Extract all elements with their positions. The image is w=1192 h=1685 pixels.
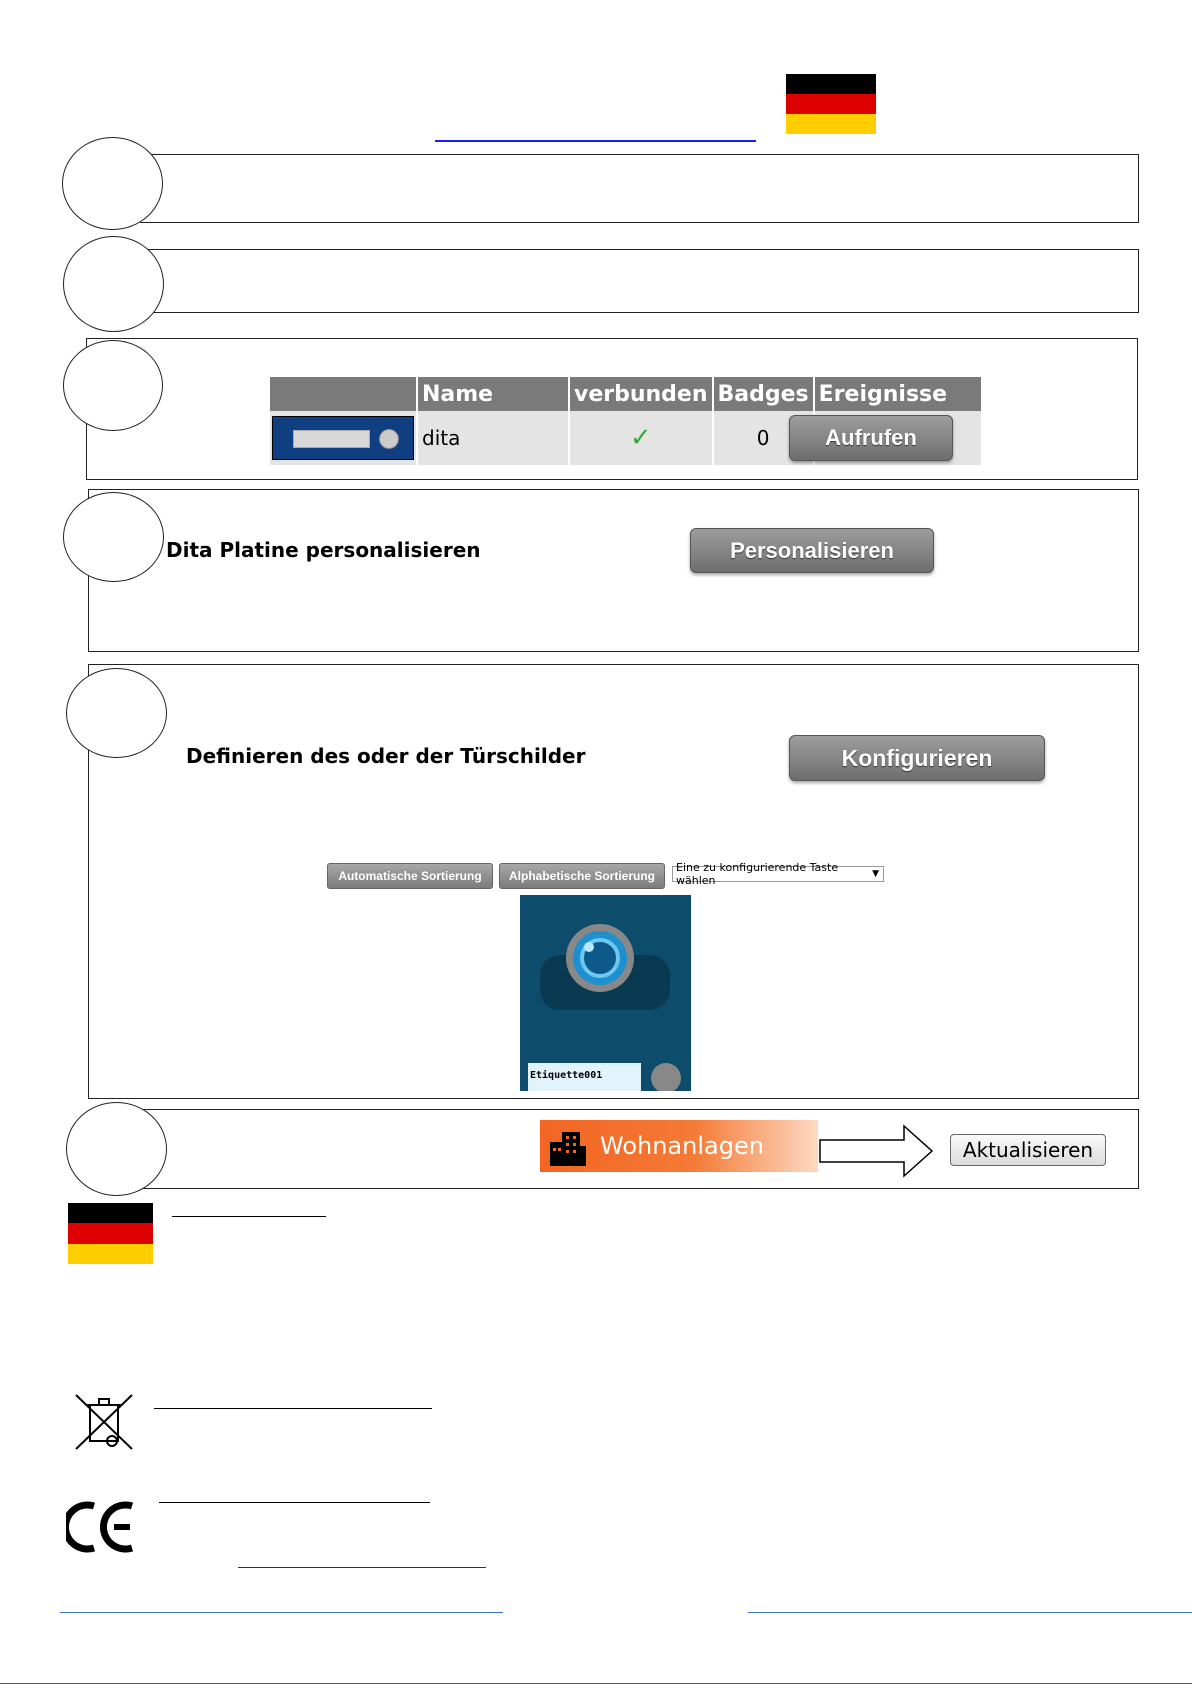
aufrufen-button[interactable]: Aufrufen (789, 415, 953, 461)
section-4-box (88, 489, 1139, 652)
section-2-box (140, 249, 1139, 313)
weee-bin-icon (72, 1391, 136, 1453)
section-1-circle (62, 137, 163, 230)
header-ereignisse: Ereignisse (814, 377, 981, 411)
device-thumbnail-cell (270, 411, 417, 465)
section-5-circle (66, 668, 167, 758)
key-select[interactable] (672, 861, 884, 887)
footer-link-right[interactable] (748, 1612, 1192, 1613)
link-underline-bottom[interactable] (238, 1567, 486, 1568)
section-6-circle (66, 1102, 167, 1196)
header-verbunden: verbunden (569, 377, 713, 411)
wohnanlagen-text: Wohnanlagen (600, 1132, 764, 1160)
section-1-box (140, 154, 1139, 223)
alpha-sort-button[interactable]: Alphabetische Sortierung (499, 863, 665, 889)
personalize-label: Dita Platine personalisieren (166, 538, 481, 562)
device-thumbnail (272, 416, 414, 460)
header-thumb (270, 377, 417, 411)
panel-name-label: Etiquette001 (528, 1063, 641, 1091)
german-flag-bottom (68, 1203, 153, 1264)
top-link-underline[interactable] (435, 140, 756, 142)
wohnanlagen-logo (540, 1120, 818, 1172)
key-select-value: Eine zu konfigurierende Taste wählen (676, 861, 839, 887)
footer-link-left[interactable] (60, 1612, 503, 1613)
arrow-right-icon (818, 1124, 936, 1180)
personalisieren-button[interactable]: Personalisieren (690, 528, 934, 573)
ce-mark-icon (66, 1500, 138, 1563)
door-labels-label: Definieren des oder der Türschilder (186, 744, 586, 768)
footer-rule (0, 1683, 1192, 1684)
konfigurieren-button[interactable]: Konfigurieren (789, 735, 1045, 781)
heading-underline-3 (159, 1502, 430, 1503)
section-4-circle (63, 492, 164, 582)
badges-count: 0 (713, 411, 814, 465)
heading-underline-1 (172, 1216, 326, 1217)
section-3-circle (63, 340, 163, 431)
chevron-down-icon: ▼ (872, 869, 879, 879)
aktualisieren-button[interactable]: Aktualisieren (950, 1134, 1106, 1166)
device-name: dita (417, 411, 569, 465)
table-header-row (270, 377, 981, 411)
heading-underline-2 (154, 1408, 432, 1409)
header-badges: Badges (713, 377, 814, 411)
check-icon: ✓ (569, 411, 713, 465)
building-icon (548, 1128, 588, 1168)
header-name: Name (417, 377, 569, 411)
section-2-circle (63, 236, 164, 332)
door-panel-preview (520, 895, 691, 1091)
german-flag-top (786, 74, 876, 134)
auto-sort-button[interactable]: Automatische Sortierung (327, 863, 493, 889)
